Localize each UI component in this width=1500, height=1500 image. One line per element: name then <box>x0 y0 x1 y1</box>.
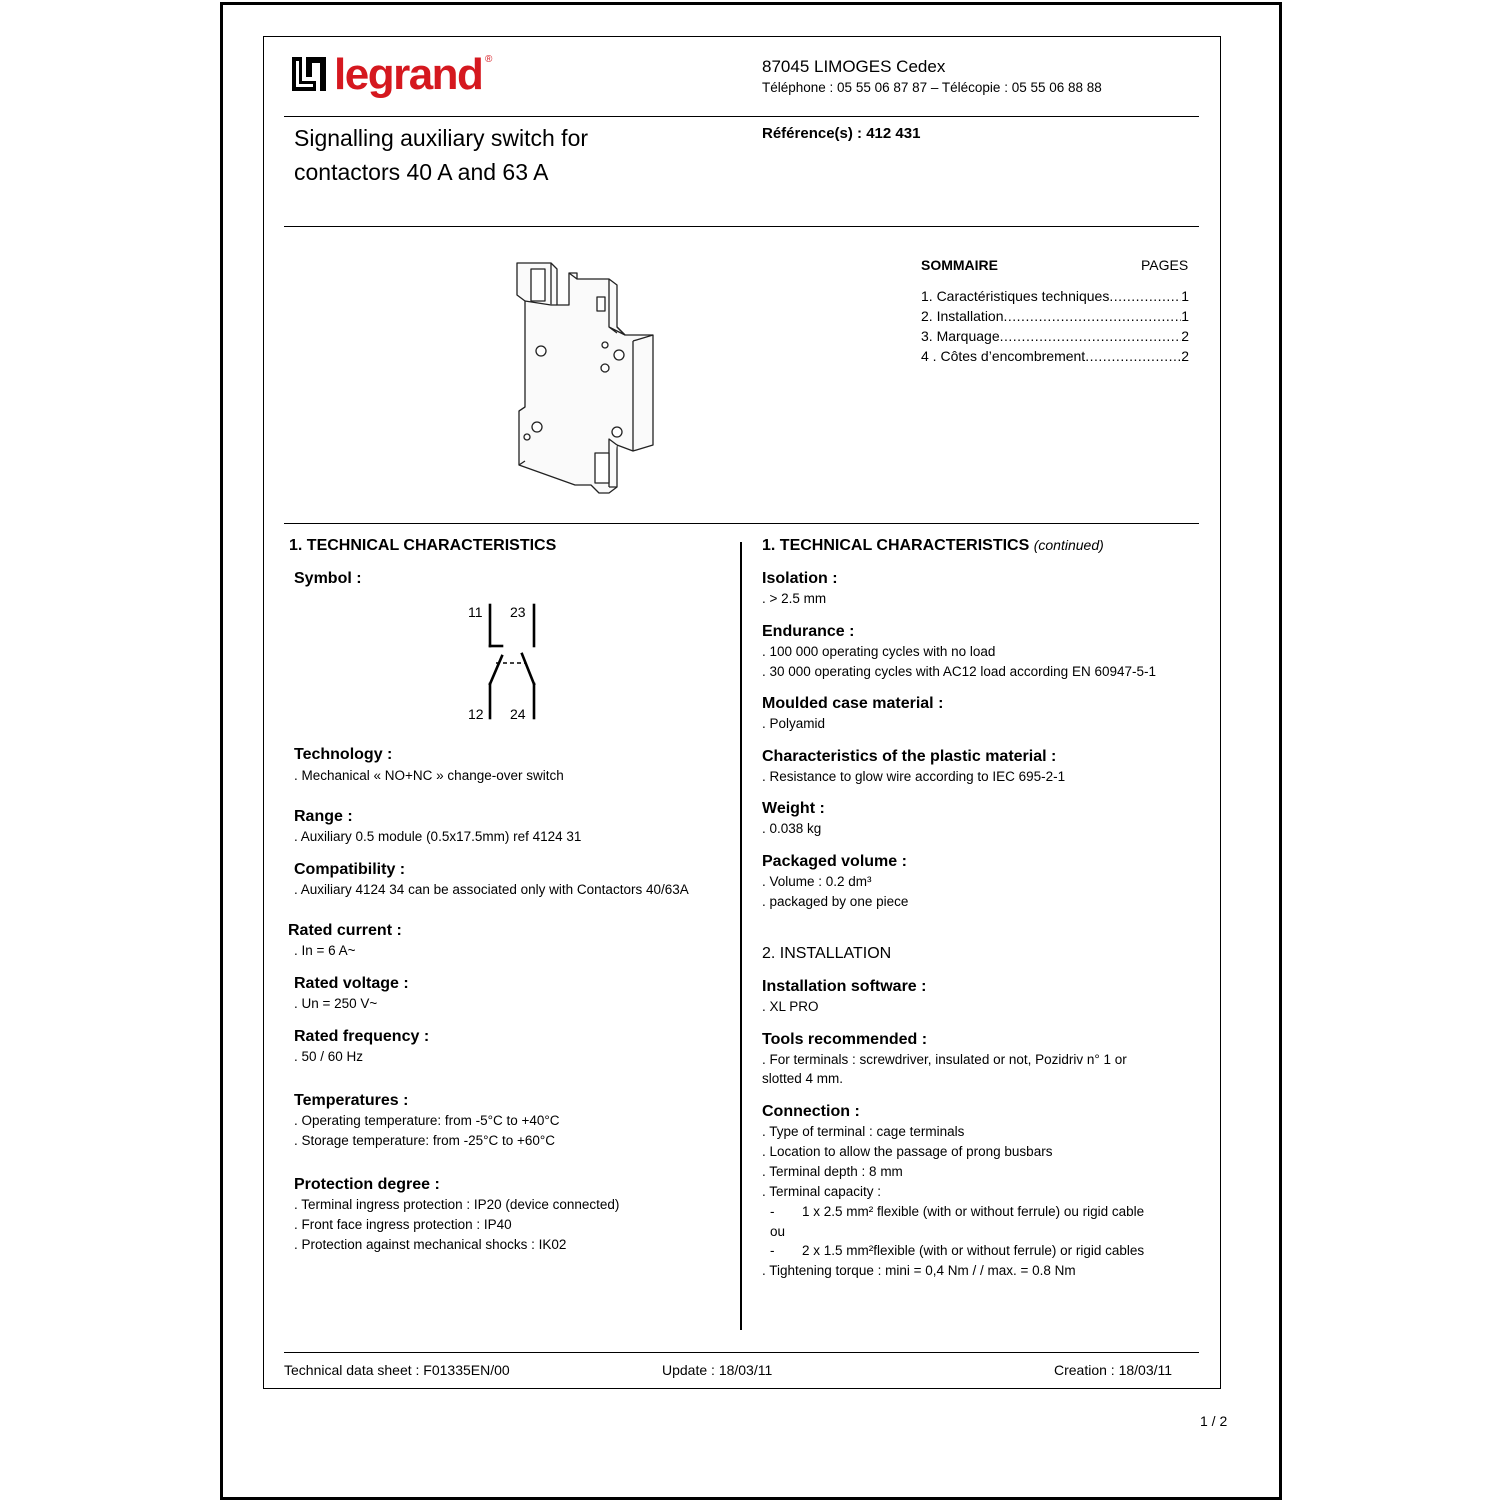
technology-heading: Technology : <box>294 746 393 763</box>
toc-pages-label: PAGES <box>1141 257 1189 273</box>
endurance-ac12: . 30 000 operating cycles with AC12 load according EN 60947-5-1 <box>762 664 1156 679</box>
temperature-operating: . Operating temperature: from -5°C to +40°C <box>294 1113 560 1128</box>
footer-creation-date: Creation : 18/03/11 <box>1054 1362 1173 1378</box>
title-divider <box>284 226 1199 227</box>
toc-title: SOMMAIRE <box>921 257 998 273</box>
packaged-volume-text: . Volume : 0.2 dm³ <box>762 874 872 889</box>
toc-item-label: 3. Marquage <box>921 328 1000 344</box>
rated-voltage-text: . Un = 250 V~ <box>294 996 378 1011</box>
connection-capacity: . Terminal capacity : <box>762 1184 882 1199</box>
connection-terminal-type: . Type of terminal : cage terminals <box>762 1124 965 1139</box>
section-heading-text: 1. TECHNICAL CHARACTERISTICS <box>762 537 1030 554</box>
connection-heading: Connection : <box>762 1103 860 1120</box>
connection-depth: . Terminal depth : 8 mm <box>762 1164 903 1179</box>
toc-leader-dots <box>1000 328 1182 344</box>
endurance-heading: Endurance : <box>762 623 855 640</box>
toc-item-label: 1. Caractéristiques techniques <box>921 288 1110 304</box>
rated-current-heading: Rated current : <box>288 922 402 939</box>
toc-item <box>921 328 1189 344</box>
toc-item-page: 2 <box>1181 328 1189 344</box>
rated-frequency-text: . 50 / 60 Hz <box>294 1049 364 1064</box>
tools-text-line-1: . For terminals : screwdriver, insulated or not, Pozidriv n° 1 or <box>762 1052 1127 1067</box>
technology-text: . Mechanical « NO+NC » change-over switch <box>294 768 564 783</box>
section-divider <box>284 523 1199 524</box>
connection-busbars: . Location to allow the passage of prong busbars <box>762 1144 1053 1159</box>
footer-divider <box>284 1352 1199 1353</box>
terminal-label-12: 12 <box>468 706 484 722</box>
footer-sheet-number: Technical data sheet : F01335EN/00 <box>284 1362 510 1378</box>
document-title-line-2: contactors 40 A and 63 A <box>294 159 549 185</box>
packaged-piece-text: . packaged by one piece <box>762 894 909 909</box>
moulded-case-heading: Moulded case material : <box>762 695 944 712</box>
footer-update-date: Update : 18/03/11 <box>662 1362 773 1378</box>
page-number: 1 / 2 <box>1200 1413 1228 1429</box>
protection-heading: Protection degree : <box>294 1176 440 1193</box>
compatibility-heading: Compatibility : <box>294 861 406 878</box>
connection-torque: . Tightening torque : mini = 0,4 Nm / / max. = 0.8 Nm <box>762 1263 1076 1278</box>
isolation-heading: Isolation : <box>762 570 838 587</box>
toc-item-page: 1 <box>1181 308 1189 324</box>
address-city: 87045 LIMOGES Cedex <box>762 57 946 76</box>
toc-leader-dots <box>1109 288 1181 304</box>
logo-wordmark: legrand <box>334 50 483 99</box>
toc-item <box>921 308 1189 324</box>
weight-heading: Weight : <box>762 800 825 817</box>
terminal-label-24: 24 <box>510 706 526 722</box>
endurance-no-load: . 100 000 operating cycles with no load <box>762 644 996 659</box>
packaged-volume-heading: Packaged volume : <box>762 853 907 870</box>
toc-leader-dots <box>1085 348 1181 364</box>
logo-registered-mark: ® <box>485 54 493 65</box>
toc-leader-dots <box>1004 308 1182 324</box>
section-continued-label: (continued) <box>1033 537 1104 553</box>
connection-capacity-option-1: 1 x 2.5 mm² flexible (with or without ferrule) ou rigid cable <box>802 1204 1145 1219</box>
rated-frequency-heading: Rated frequency : <box>294 1028 430 1045</box>
toc-item <box>921 288 1189 304</box>
toc-item-page: 2 <box>1181 348 1189 364</box>
protection-mechanical: . Protection against mechanical shocks : IK02 <box>294 1237 567 1252</box>
section-heading-technical: 1. TECHNICAL CHARACTERISTICS <box>289 537 557 554</box>
terminal-label-11: 11 <box>468 604 483 620</box>
plastic-material-text: . Resistance to glow wire according to IEC 695-2-1 <box>762 769 1066 784</box>
list-dash: - <box>770 1204 775 1219</box>
installation-software-text: . XL PRO <box>762 999 819 1014</box>
toc-item-label: 4 . Côtes d’encombrement <box>921 348 1086 364</box>
plastic-material-heading: Characteristics of the plastic material : <box>762 748 1057 765</box>
list-dash: - <box>770 1243 775 1258</box>
toc-item-label: 2. Installation <box>921 308 1004 324</box>
rated-voltage-heading: Rated voltage : <box>294 975 409 992</box>
range-text: . Auxiliary 0.5 module (0.5x17.5mm) ref 4124 31 <box>294 829 582 844</box>
tools-text-line-2: slotted 4 mm. <box>762 1071 844 1086</box>
moulded-case-text: . Polyamid <box>762 716 826 731</box>
terminal-label-23: 23 <box>510 604 526 620</box>
symbol-heading: Symbol : <box>294 570 362 587</box>
legrand-logo-icon <box>290 55 328 93</box>
range-heading: Range : <box>294 808 353 825</box>
connection-capacity-option-2: 2 x 1.5 mm²flexible (with or without ferrule) or rigid cables <box>802 1243 1145 1258</box>
toc-item <box>921 348 1189 364</box>
address-phone: Téléphone : 05 55 06 87 87 – Télécopie : 05 55 06 88 88 <box>762 80 1102 95</box>
installation-software-heading: Installation software : <box>762 978 927 995</box>
section-heading-technical-continued <box>762 537 1104 555</box>
toc-item-page: 1 <box>1181 288 1189 304</box>
tools-heading: Tools recommended : <box>762 1031 928 1048</box>
contact-symbol-diagram <box>462 598 546 728</box>
protection-front-face: . Front face ingress protection : IP40 <box>294 1217 512 1232</box>
temperatures-heading: Temperatures : <box>294 1092 409 1109</box>
header-divider <box>284 116 1199 117</box>
isolation-text: . > 2.5 mm <box>762 591 827 606</box>
connection-or: ou <box>770 1224 786 1239</box>
temperature-storage: . Storage temperature: from -25°C to +60°C <box>294 1133 556 1148</box>
document-title-line-1: Signalling auxiliary switch for <box>294 125 589 151</box>
section-heading-installation: 2. INSTALLATION <box>762 945 892 962</box>
product-illustration <box>505 255 665 500</box>
compatibility-text: . Auxiliary 4124 34 can be associated only with Contactors 40/63A <box>294 882 689 897</box>
protection-terminal: . Terminal ingress protection : IP20 (device connected) <box>294 1197 620 1212</box>
column-divider <box>740 542 742 1330</box>
reference-number: Référence(s) : 412 431 <box>762 125 921 142</box>
weight-text: . 0.038 kg <box>762 821 822 836</box>
rated-current-text: . In = 6 A~ <box>294 943 356 958</box>
